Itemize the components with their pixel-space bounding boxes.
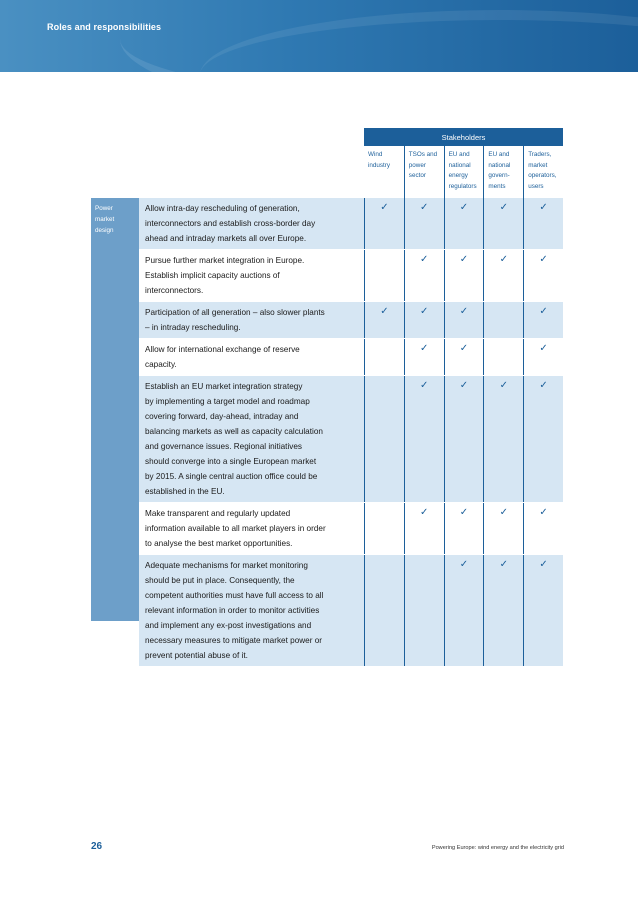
table-row — [139, 503, 563, 555]
stakeholder-cell — [364, 250, 404, 301]
row-description — [139, 302, 364, 338]
checkmark-icon: ✓ — [499, 380, 508, 391]
row-description-line: Adequate mechanisms for market monitoring — [145, 561, 308, 570]
checkmark-icon: ✓ — [499, 254, 508, 265]
row-description-line: Allow intra-day rescheduling of generation, — [145, 204, 300, 213]
row-description — [139, 503, 364, 554]
checkmark-icon: ✓ — [420, 343, 429, 354]
row-description-line: Allow for international exchange of reserve — [145, 345, 300, 354]
stakeholder-cell — [483, 339, 523, 375]
checkmark-icon: ✓ — [459, 507, 469, 518]
category-label-power-market-design — [91, 198, 139, 621]
column-header-line: Traders, — [528, 151, 552, 158]
row-description-line: prevent potential abuse of it. — [145, 651, 248, 660]
row-description-line: established in the EU. — [145, 487, 225, 496]
row-description — [139, 376, 364, 502]
stakeholder-cell — [444, 503, 484, 554]
row-description-line: capacity. — [145, 360, 177, 369]
row-description-line: competent authorities must have full access to all — [145, 591, 324, 600]
stakeholder-cell — [404, 555, 444, 666]
stakeholder-cell — [404, 339, 444, 375]
stakeholder-cell — [444, 250, 484, 301]
row-description-line: covering forward, day-ahead, intraday and — [145, 412, 299, 421]
stakeholder-cell — [364, 555, 404, 666]
row-description-line: Make transparent and regularly updated — [145, 509, 291, 518]
row-description-line: and governance issues. Regional initiatives — [145, 442, 303, 451]
column-header-line: power — [408, 161, 426, 169]
column-header-line: users — [528, 182, 544, 190]
checkmark-icon: ✓ — [539, 306, 548, 317]
column-header-line: national — [448, 161, 471, 169]
checkmark-icon: ✓ — [459, 380, 469, 391]
row-description-line: Pursue further market integration in Europe. — [145, 256, 305, 265]
column-header-line: TSOs and — [408, 151, 438, 158]
stakeholder-cell — [444, 339, 484, 375]
row-description-line: – in intraday rescheduling. — [145, 323, 241, 332]
row-description-line: should converge into a single European market — [145, 457, 317, 466]
stakeholder-cell — [364, 302, 404, 338]
stakeholder-cell — [364, 376, 404, 502]
column-header-line: ments — [488, 182, 506, 190]
column-header — [444, 146, 484, 198]
row-description — [139, 198, 364, 249]
table-row — [139, 250, 563, 302]
checkmark-icon: ✓ — [380, 306, 389, 317]
table-row — [139, 302, 563, 339]
table-row — [139, 339, 563, 376]
table-row — [139, 198, 563, 250]
stakeholder-cell — [404, 503, 444, 554]
checkmark-icon: ✓ — [539, 343, 548, 354]
category-label-line: market — [95, 216, 115, 223]
checkmark-icon: ✓ — [459, 306, 469, 317]
row-description-line: interconnectors. — [145, 286, 204, 295]
row-description-line: Establish implicit capacity auctions of — [145, 271, 280, 280]
stakeholder-cell — [523, 339, 563, 375]
stakeholder-cell — [483, 555, 523, 666]
table-row — [139, 555, 563, 667]
stakeholder-cell — [523, 376, 563, 502]
row-description-line: balancing markets as well as capacity calculation — [145, 427, 323, 436]
checkmark-icon: ✓ — [459, 202, 469, 213]
stakeholder-cell — [523, 555, 563, 666]
row-description-line: to analyse the best market opportunities. — [145, 539, 293, 548]
checkmark-icon: ✓ — [459, 254, 469, 265]
row-description-line: Establish an EU market integration strategy — [145, 382, 303, 391]
stakeholder-cell — [444, 198, 484, 249]
stakeholder-cell — [404, 302, 444, 338]
row-description-line: information available to all market players in order — [145, 524, 326, 533]
column-header — [523, 146, 563, 198]
table-row — [139, 376, 563, 503]
header-banner — [0, 0, 638, 72]
stakeholder-cell — [404, 198, 444, 249]
checkmark-icon: ✓ — [420, 507, 429, 518]
stakeholder-cell — [444, 376, 484, 502]
column-header-line: govern- — [488, 172, 510, 179]
stakeholder-cell — [523, 503, 563, 554]
stakeholder-cell — [483, 376, 523, 502]
column-header-line: regulators — [448, 182, 477, 190]
checkmark-icon: ✓ — [420, 254, 429, 265]
stakeholder-cell — [364, 198, 404, 249]
row-description-line: and implement any ex-post investigations and — [145, 621, 312, 630]
category-label-line: design — [95, 227, 114, 234]
checkmark-icon: ✓ — [539, 507, 548, 518]
stakeholder-cell — [404, 376, 444, 502]
column-header — [404, 146, 444, 198]
row-description-line: should be put in place. Consequently, the — [145, 576, 295, 585]
row-description-line: ahead and intraday markets all over Europe. — [145, 234, 307, 243]
checkmark-icon: ✓ — [459, 559, 469, 570]
column-header — [364, 146, 404, 198]
checkmark-icon: ✓ — [539, 254, 548, 265]
checkmark-icon: ✓ — [420, 380, 429, 391]
stakeholder-cell — [523, 302, 563, 338]
column-header-line: market — [528, 161, 548, 169]
stakeholder-cell — [444, 555, 484, 666]
column-header-line: energy — [448, 172, 468, 179]
row-description-line: necessary measures to mitigate market power or — [145, 636, 323, 645]
stakeholder-cell — [523, 198, 563, 249]
checkmark-icon: ✓ — [499, 507, 508, 518]
row-description-line: by 2015. A single central auction office could be — [145, 472, 318, 481]
column-header-line: Wind — [368, 151, 383, 158]
row-description-line: interconnectors and establish cross-border day — [145, 219, 316, 228]
checkmark-icon: ✓ — [459, 343, 469, 354]
stakeholder-cell — [483, 250, 523, 301]
checkmark-icon: ✓ — [420, 306, 429, 317]
stakeholder-cell — [364, 503, 404, 554]
row-description-line: relevant information in order to monitor activities — [145, 606, 320, 615]
checkmark-icon: ✓ — [539, 202, 548, 213]
publication-title: Powering Europe: wind energy and the electricity grid — [431, 845, 564, 851]
stakeholders-header: Stakeholders — [364, 128, 563, 146]
column-header — [483, 146, 523, 198]
checkmark-icon: ✓ — [539, 559, 548, 570]
column-header-line: national — [488, 161, 511, 169]
stakeholder-cell — [523, 250, 563, 301]
column-header-line: operators, — [528, 172, 557, 179]
section-title: Roles and responsibilities — [47, 22, 162, 32]
column-header-line: EU and — [488, 151, 510, 158]
column-header-line: sector — [408, 172, 426, 179]
row-description-line: Participation of all generation – also slower plants — [145, 308, 325, 317]
row-description — [139, 339, 364, 375]
stakeholder-cell — [483, 198, 523, 249]
row-description — [139, 250, 364, 301]
checkmark-icon: ✓ — [499, 202, 508, 213]
column-header-line: industry — [368, 161, 391, 169]
stakeholder-cell — [444, 302, 484, 338]
stakeholder-column-headers — [364, 146, 563, 198]
row-description-line: by implementing a target model and roadmap — [145, 397, 310, 406]
stakeholder-cell — [364, 339, 404, 375]
responsibilities-table — [139, 198, 563, 667]
page-number: 26 — [91, 841, 103, 852]
stakeholder-cell — [483, 503, 523, 554]
checkmark-icon: ✓ — [380, 202, 389, 213]
stakeholder-cell — [404, 250, 444, 301]
row-description — [139, 555, 364, 666]
checkmark-icon: ✓ — [539, 380, 548, 391]
stakeholder-cell — [483, 302, 523, 338]
column-header-line: EU and — [448, 151, 470, 158]
category-label-line: Power — [95, 205, 113, 212]
checkmark-icon: ✓ — [420, 202, 429, 213]
checkmark-icon: ✓ — [499, 559, 508, 570]
